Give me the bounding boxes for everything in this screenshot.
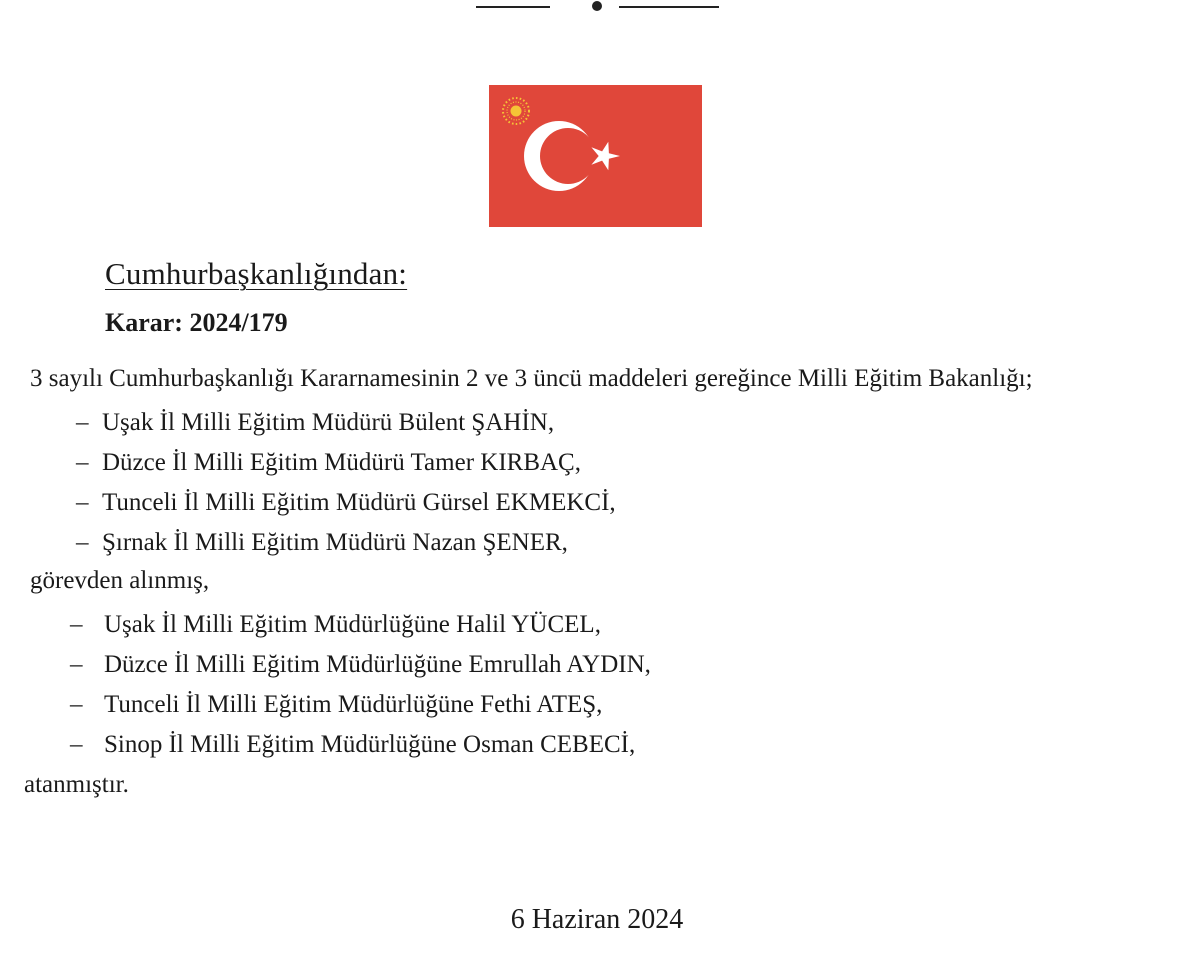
- list-dash: –: [70, 691, 83, 718]
- list-dash: –: [70, 651, 83, 678]
- list-item: [30, 405, 1162, 441]
- list-dash: –: [76, 449, 89, 476]
- list-item: [30, 607, 1162, 643]
- turkish-flag-emblem: [489, 85, 702, 227]
- ornament-rule-left: [476, 6, 550, 8]
- list-item: [30, 445, 1162, 481]
- appointed-official: Sinop İl Milli Eğitim Müdürlüğüne Osman CEBECİ,: [104, 731, 636, 758]
- removed-officials-list: [30, 405, 1162, 561]
- list-item: [30, 485, 1162, 521]
- decision-number: Karar: 2024/179: [105, 308, 288, 337]
- appointed-status: atanmıştır.: [24, 771, 129, 798]
- document-header: [105, 255, 407, 339]
- document-date: 6 Haziran 2024: [510, 904, 684, 935]
- flag-graphic: [489, 85, 702, 227]
- appointed-official: Uşak İl Milli Eğitim Müdürlüğüne Halil YÜCEL,: [104, 611, 601, 638]
- removed-official: Şırnak İl Milli Eğitim Müdürü Nazan ŞENER,: [102, 529, 568, 556]
- removed-official: Uşak İl Milli Eğitim Müdürü Bülent ŞAHİN,: [102, 409, 555, 436]
- list-dash: –: [76, 489, 89, 516]
- intro-paragraph: 3 sayılı Cumhurbaşkanlığı Kararnamesinin 2 ve 3 üncü maddeleri gereğince Milli Eğitim Bakanlığı;: [30, 365, 1033, 392]
- list-item: [30, 727, 1162, 763]
- appointed-official: Düzce İl Milli Eğitim Müdürlüğüne Emrullah AYDIN,: [104, 651, 651, 678]
- list-dash: –: [76, 409, 89, 436]
- appointed-officials-list: [30, 607, 1162, 763]
- ornament-dot: [592, 1, 602, 11]
- appointed-official: Tunceli İl Milli Eğitim Müdürlüğüne Fethi ATEŞ,: [104, 691, 603, 718]
- top-ornament: [476, 0, 721, 12]
- removed-official: Düzce İl Milli Eğitim Müdürü Tamer KIRBAÇ,: [102, 449, 581, 476]
- list-dash: –: [70, 731, 83, 758]
- ornament-rule-right: [619, 6, 719, 8]
- list-dash: –: [70, 611, 83, 638]
- list-item: [30, 647, 1162, 683]
- document-body: [24, 360, 1162, 811]
- list-item: [30, 687, 1162, 723]
- list-dash: –: [76, 529, 89, 556]
- list-item: [30, 525, 1162, 561]
- removed-official: Tunceli İl Milli Eğitim Müdürü Gürsel EKMEKCİ,: [102, 489, 616, 516]
- removed-status: görevden alınmış,: [30, 567, 210, 594]
- issuing-authority: Cumhurbaşkanlığından:: [105, 256, 408, 291]
